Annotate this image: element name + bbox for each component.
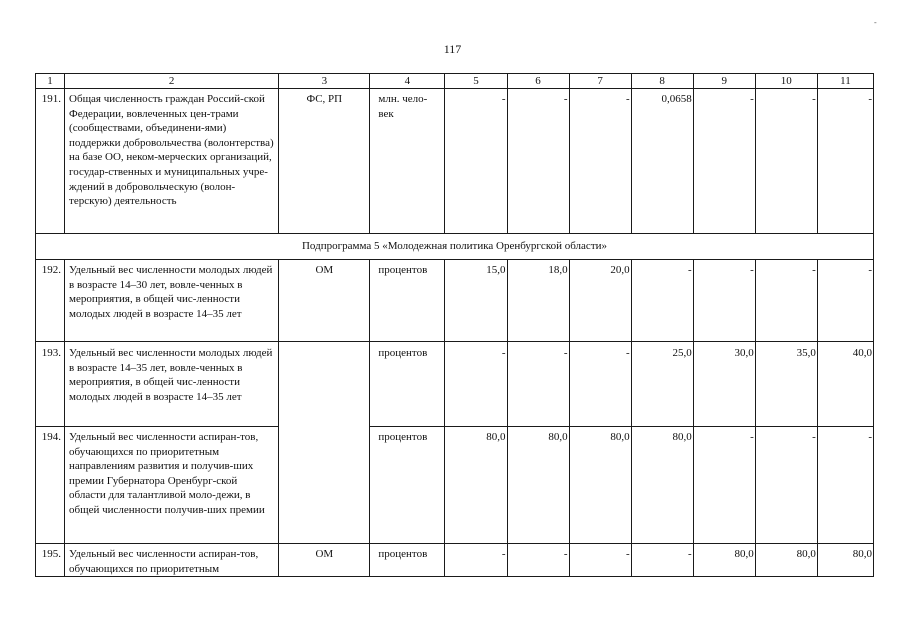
column-header: 2 bbox=[65, 74, 279, 89]
value-cell: - bbox=[507, 89, 569, 234]
value-cell: 20,0 bbox=[569, 260, 631, 342]
indicators-table bbox=[35, 73, 874, 577]
column-header: 3 bbox=[279, 74, 370, 89]
value-cell: 35,0 bbox=[755, 342, 817, 427]
value-cell: - bbox=[631, 544, 693, 577]
value-cell: - bbox=[817, 427, 873, 544]
row-number: 195. bbox=[36, 544, 65, 577]
value-cell: 40,0 bbox=[817, 342, 873, 427]
value-cell: 80,0 bbox=[817, 544, 873, 577]
value-cell: - bbox=[817, 89, 873, 234]
row-number: 192. bbox=[36, 260, 65, 342]
column-header: 5 bbox=[445, 74, 507, 89]
column-header: 9 bbox=[693, 74, 755, 89]
subprogram-title: Подпрограмма 5 «Молодежная политика Оренбургской области» bbox=[36, 234, 874, 260]
indicator-unit: процентов bbox=[370, 427, 445, 544]
indicator-source: ОМ bbox=[279, 260, 370, 342]
value-cell: - bbox=[755, 89, 817, 234]
value-cell: - bbox=[693, 89, 755, 234]
corner-mark: - bbox=[874, 18, 877, 27]
row-number: 191. bbox=[36, 89, 65, 234]
value-cell: - bbox=[569, 544, 631, 577]
indicator-name: Удельный вес численности аспиран-тов, обучающихся по приоритетным направлениям развития и получив-ших премии Губернатора Оренбург-ской области для талантливой моло-дежи, в общей численности получив-ших премии bbox=[65, 427, 279, 544]
column-header: 6 bbox=[507, 74, 569, 89]
indicator-name: Удельный вес численности молодых людей в возрасте 14–35 лет, вовле-ченных в мероприятия, в общей чис-ленности молодых людей в возрасте 14–35 лет bbox=[65, 342, 279, 427]
indicator-unit: млн. чело-век bbox=[370, 89, 445, 234]
value-cell: - bbox=[445, 342, 507, 427]
indicator-source bbox=[279, 342, 370, 544]
column-header: 4 bbox=[370, 74, 445, 89]
page-number: 117 bbox=[443, 42, 462, 56]
subprogram-row bbox=[36, 234, 874, 260]
indicator-source: ФС, РП bbox=[279, 89, 370, 234]
value-cell: 80,0 bbox=[569, 427, 631, 544]
value-cell: - bbox=[507, 342, 569, 427]
table-row bbox=[36, 89, 874, 234]
table-row bbox=[36, 260, 874, 342]
value-cell: - bbox=[693, 260, 755, 342]
value-cell: - bbox=[755, 427, 817, 544]
column-header: 1 bbox=[36, 74, 65, 89]
row-number: 193. bbox=[36, 342, 65, 427]
indicator-unit: процентов bbox=[370, 260, 445, 342]
value-cell: 15,0 bbox=[445, 260, 507, 342]
value-cell: 80,0 bbox=[755, 544, 817, 577]
value-cell: 0,0658 bbox=[631, 89, 693, 234]
value-cell: - bbox=[569, 89, 631, 234]
column-header: 10 bbox=[755, 74, 817, 89]
indicator-unit: процентов bbox=[370, 544, 445, 577]
value-cell: - bbox=[507, 544, 569, 577]
value-cell: 80,0 bbox=[693, 544, 755, 577]
table-row bbox=[36, 427, 874, 544]
column-number-row bbox=[36, 74, 874, 89]
value-cell: - bbox=[755, 260, 817, 342]
value-cell: - bbox=[569, 342, 631, 427]
value-cell: 30,0 bbox=[693, 342, 755, 427]
indicator-name: Удельный вес численности молодых людей в возрасте 14–30 лет, вовле-ченных в мероприятия, в общей чис-ленности молодых людей в возрасте 14–35 лет bbox=[65, 260, 279, 342]
column-header: 11 bbox=[817, 74, 873, 89]
indicator-source: ОМ bbox=[279, 544, 370, 577]
value-cell: 18,0 bbox=[507, 260, 569, 342]
column-header: 8 bbox=[631, 74, 693, 89]
table-row bbox=[36, 342, 874, 427]
value-cell: - bbox=[817, 260, 873, 342]
value-cell: 80,0 bbox=[507, 427, 569, 544]
value-cell: 80,0 bbox=[445, 427, 507, 544]
column-header: 7 bbox=[569, 74, 631, 89]
row-number: 194. bbox=[36, 427, 65, 544]
indicator-name: Удельный вес численности аспиран-тов, обучающихся по приоритетным bbox=[65, 544, 279, 577]
indicator-unit: процентов bbox=[370, 342, 445, 427]
value-cell: 80,0 bbox=[631, 427, 693, 544]
table-row bbox=[36, 544, 874, 577]
indicator-name: Общая численность граждан Россий-ской Федерации, вовлеченных цен-трами (сообществами, объединени-ями) поддержки добровольчества (волонтерства) на базе ОО, неком-мерческих организаций, государ-ственных и муниципальных учре-ждений в добровольческую (волон-терскую) деятельность bbox=[65, 89, 279, 234]
value-cell: - bbox=[693, 427, 755, 544]
value-cell: - bbox=[445, 89, 507, 234]
value-cell: - bbox=[445, 544, 507, 577]
value-cell: - bbox=[631, 260, 693, 342]
value-cell: 25,0 bbox=[631, 342, 693, 427]
